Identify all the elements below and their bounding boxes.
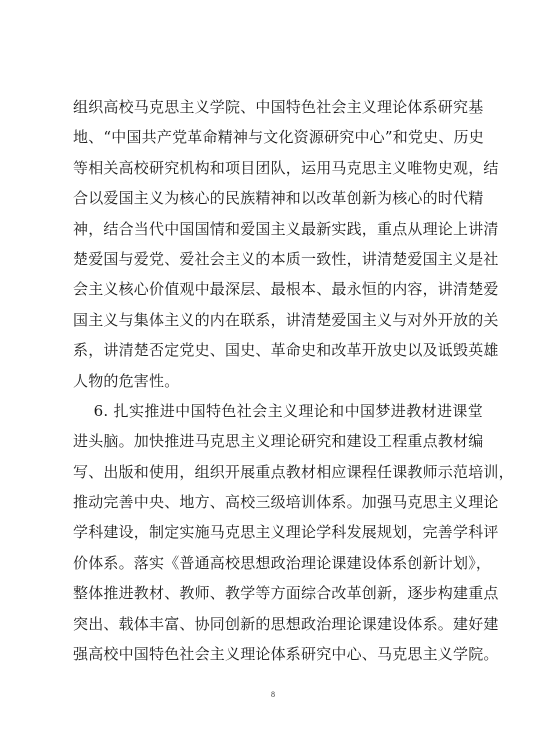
- text-line: 系，讲清楚否定党史、国史、革命史和改革开放史以及诋毁英雄: [73, 341, 499, 360]
- text-line: 推动完善中央、地方、高校三级培训体系。加强马克思主义理论: [73, 493, 499, 512]
- text-line: 进头脑。加快推进马克思主义理论研究和建设工程重点教材编: [73, 432, 484, 451]
- text-line: 合以爱国主义为核心的民族精神和以改革创新为核心的时代精: [73, 189, 484, 208]
- text-line: 突出、载体丰富、协同创新的思想政治理论课建设体系。建好建: [73, 614, 499, 633]
- section-heading-line: 6. 扎实推进中国特色社会主义理论和中国梦进教材进课堂: [73, 401, 483, 420]
- text-line: 价体系。落实《普通高校思想政治理论课建设体系创新计划》，: [73, 553, 492, 572]
- text-line: 等相关高校研究机构和项目团队，运用马克思主义唯物史观，结: [73, 158, 499, 177]
- text-line: 国主义与集体主义的内在联系，讲清楚爱国主义与对外开放的关: [73, 310, 499, 329]
- text-line: 神，结合当代中国国情和爱国主义最新实践，重点从理论上讲清: [73, 219, 499, 238]
- text-line: 整体推进教材、教师、教学等方面综合改革创新，逐步构建重点: [73, 584, 499, 603]
- page-number: 8: [271, 690, 275, 699]
- text-line: 强高校中国特色社会主义理论体系研究中心、马克思主义学院。: [73, 645, 499, 664]
- text-line: 写、出版和使用，组织开展重点教材相应课程任课教师示范培训，: [73, 462, 514, 481]
- text-line: 人物的危害性。: [73, 371, 180, 390]
- text-line: 地、“中国共产党革命精神与文化资源研究中心”和党史、历史: [73, 128, 484, 147]
- body-text: [73, 92, 514, 669]
- text-line: 学科建设，制定实施马克思主义理论学科发展规划，完善学科评: [73, 523, 499, 542]
- text-line: 会主义核心价值观中最深层、最根本、最永恒的内容，讲清楚爱: [73, 280, 499, 299]
- text-line: 楚爱国与爱党、爱社会主义的本质一致性，讲清楚爱国主义是社: [73, 249, 499, 268]
- text-line: 组织高校马克思主义学院、中国特色社会主义理论体系研究基: [73, 98, 484, 116]
